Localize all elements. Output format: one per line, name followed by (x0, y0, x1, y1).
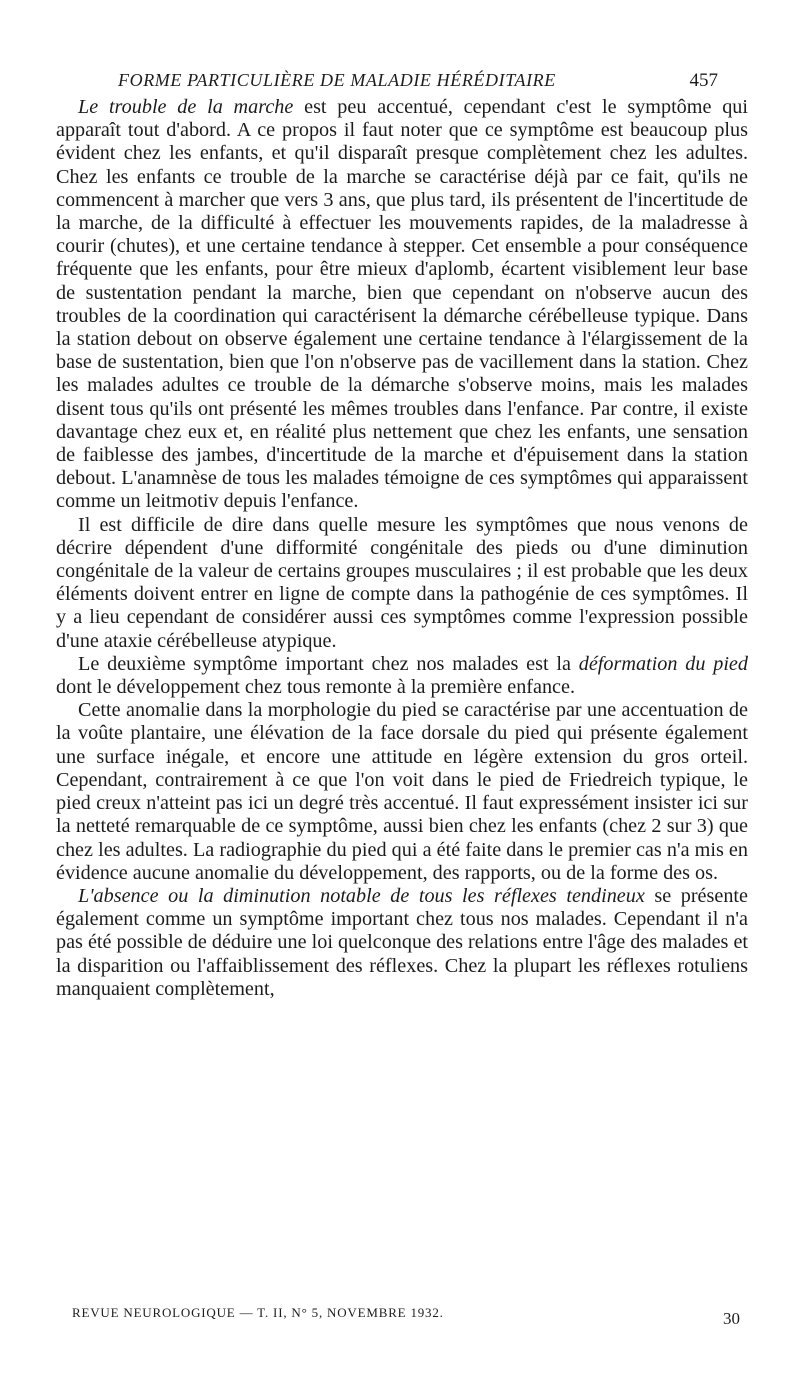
body-text (56, 96, 748, 1001)
italic-lead-gait: Le trouble de la marche (78, 96, 294, 118)
paragraph-text: Cette anomalie dans la morphologie du pied se caractérise par une accentuation de la voûte plantaire, une élévation de la face dorsale du pied qui présente également une surface inégale, et encore une attitude en légère extension du gros orteil. Cependant, contrairement à ce que l'on voit dans le pied de Friedreich typique, le pied creux n'atteint pas ici un degré très accentué. Il faut expressément insister ici sur la netteté remarquable de ce symptôme, aussi bien chez les enfants (chez 2 sur 3) que chez les adultes. La radiographie du pied qui a été faite dans le premier cas n'a mis en évidence aucune anomalie du développement, des rapports, ou de la forme des os. (56, 699, 748, 884)
paragraph-text-before: Le deuxième symptôme important chez nos malades est la (78, 652, 579, 675)
paragraph-text: Il est difficile de dire dans quelle mesure les symptômes que nous venons de décrire dépendent d'une difformité congénitale des pieds ou d'une diminution congénitale de la valeur de certains groupes musculaires ; il est probable que les deux éléments doivent entrer en ligne de compte dans la pathogénie de ces symptômes. Il y a lieu cependant de considérer aussi ces symptômes comme l'expression possible d'une ataxie cérébelleuse atypique. (56, 513, 748, 652)
journal-citation: REVUE NEUROLOGIQUE — T. II, N° 5, NOVEMBRE 1932. (72, 1305, 444, 1320)
sheet-number: 30 (723, 1309, 740, 1328)
paragraph-text: se présente également comme un symptôme important chez tous nos malades. Cependant il n'a pas été possible de déduire une loi quelconque des relations entre l'âge des malades et la disparition ou l'affaiblissement des réflexes. Chez la plupart les réflexes rotuliens manquaient complètement, (56, 884, 749, 1000)
paragraph-text-after: dont le développement chez tous remonte à la première enfance. (56, 676, 576, 699)
paragraph-gait-disorder (56, 96, 748, 514)
italic-foot-deformation: déformation du pied (578, 652, 748, 675)
paragraph-pathogeny (56, 514, 748, 653)
paragraph-text: est peu accentué, cependant c'est le symptôme qui apparaît tout d'abord. A ce propos il faut noter que ce symptôme est beaucoup plus évident chez les enfants, et qu'il disparaît presque complètement chez les adultes. Chez les enfants ce trouble de la marche se caractérise déjà par ce fait, qu'ils ne commencent à marcher que vers 3 ans, que plus tard, ils présentent de l'incertitude de la marche, de la difficulté à effectuer les mouvements rapides, de la maladresse à courir (chutes), et une certaine tendance à stepper. Cet ensemble a pour conséquence fréquente que les enfants, pour être mieux d'aplomb, écartent visiblement leur base de sustentation pendant la marche, bien que cependant on n'observe aucun des troubles de la coordination qui caractérisent la démarche cérébelleuse typique. Dans la station debout on observe également une certaine tendance à l'élargissement de la base de sustentation, bien que l'on n'observe pas de vacillement dans la station. Chez les malades adultes ce trouble de la démarche s'observe moins, mais les malades disent tous qu'ils ont présenté les mêmes troubles dans l'enfance. Par contre, il existe davantage chez eux et, en réalité plus nettement que chez les enfants, une sensation de faiblesse des jambes, d'incertitude de la marche et d'épuisement dans la station debout. L'anamnèse de tous les malades témoigne de ces symptômes qui apparaissent comme un leitmotiv depuis l'enfance. (56, 96, 748, 513)
page-footer (72, 1305, 748, 1328)
running-title: FORME PARTICULIÈRE DE MALADIE HÉRÉDITAIRE (118, 70, 556, 90)
paragraph-foot-anomaly (56, 699, 748, 885)
italic-lead-reflexes: L'absence ou la diminution notable de tous les réflexes tendineux (78, 884, 645, 907)
page-number: 457 (689, 70, 718, 91)
paragraph-reflexes (56, 885, 748, 1001)
paragraph-foot-deformation (56, 653, 748, 699)
